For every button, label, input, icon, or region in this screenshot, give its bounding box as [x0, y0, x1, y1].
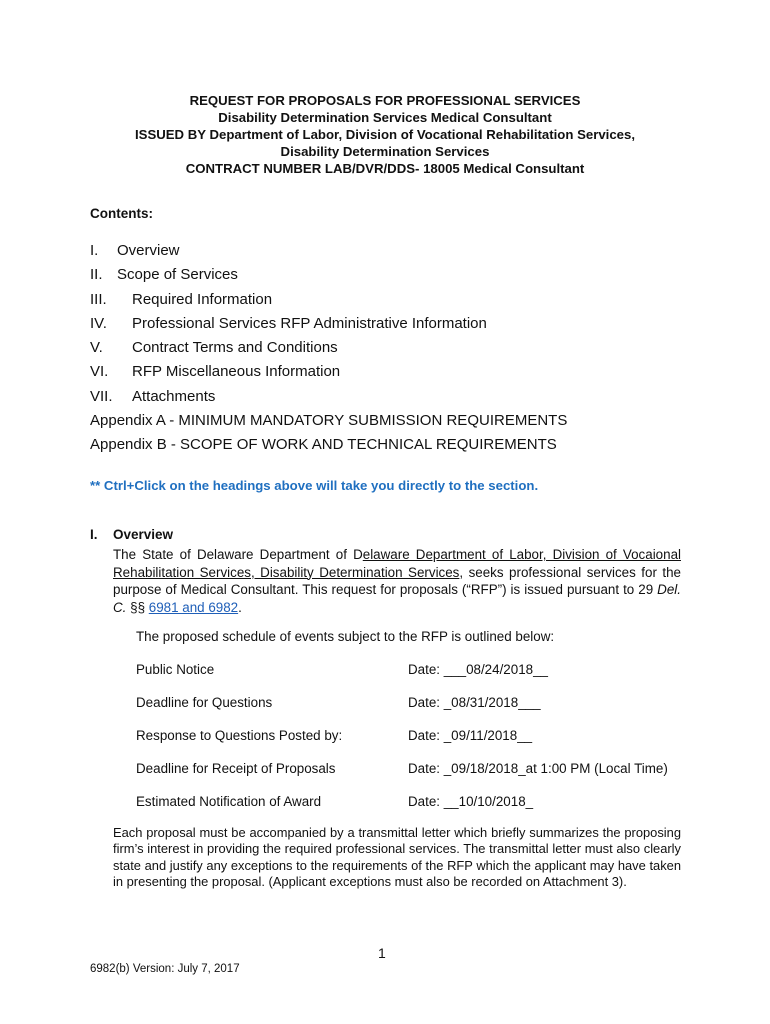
toc-number: VII.: [90, 387, 113, 405]
navigation-hint: ** Ctrl+Click on the headings above will take you directly to the section.: [90, 478, 539, 493]
agency-name: elaware Department of Labor, Division of Vocaional Rehabilitation Services, Disability Determination Services: [113, 547, 681, 580]
toc-label: Professional Services RFP Administrative Information: [132, 314, 487, 332]
paragraph-text: The State of Delaware Department of D: [113, 547, 363, 562]
schedule-date: Date: _09/18/2018_at 1:00 PM (Local Time): [408, 761, 668, 776]
code-citation: Del. C.: [113, 582, 681, 615]
toc-number: VI.: [90, 363, 109, 381]
paragraph-text: §§: [126, 599, 149, 615]
toc-label: Appendix A - MINIMUM MANDATORY SUBMISSION REQUIREMENTS: [90, 412, 568, 430]
toc-item-attachments[interactable]: [90, 386, 710, 410]
schedule-event: Public Notice: [136, 662, 215, 677]
toc-item-required-information[interactable]: [90, 289, 710, 313]
schedule-intro: The proposed schedule of events subject to the RFP is outlined below:: [136, 629, 555, 644]
schedule-row: [136, 793, 696, 826]
toc-number: I.: [90, 242, 99, 259]
paragraph-text: , seeks professional services for the purpose of Medical Consultant. This request for proposals (“RFP”) is issued pursuant to 29: [113, 564, 682, 597]
schedule-date: Date: _08/31/2018___: [408, 695, 541, 710]
schedule-date: Date: _09/11/2018__: [408, 728, 533, 743]
schedule-event: Deadline for Receipt of Proposals: [136, 761, 336, 776]
document-title-block: [60, 92, 710, 177]
toc-number: III.: [90, 290, 107, 308]
title-line-2: Disability Determination Services Medical Consultant: [218, 110, 552, 125]
schedule-row: [136, 694, 696, 727]
schedule-event: Estimated Notification of Award: [136, 794, 322, 809]
title-line-1: REQUEST FOR PROPOSALS FOR PROFESSIONAL SERVICES: [189, 93, 581, 108]
page-number: 1: [378, 945, 386, 961]
toc-item-overview[interactable]: [90, 240, 710, 264]
table-of-contents: [90, 240, 710, 459]
toc-item-appendix-a[interactable]: [90, 410, 710, 434]
toc-item-appendix-b[interactable]: [90, 434, 710, 458]
overview-paragraph: [113, 546, 681, 616]
schedule-row: [136, 661, 696, 694]
toc-number: V.: [90, 339, 103, 357]
toc-label: RFP Miscellaneous Information: [132, 363, 341, 381]
toc-label: Required Information: [132, 290, 273, 308]
toc-number: IV.: [90, 314, 107, 332]
schedule-table: [136, 661, 696, 826]
toc-item-miscellaneous-information[interactable]: [90, 361, 710, 385]
title-line-5: CONTRACT NUMBER LAB/DVR/DDS- 18005 Medical Consultant: [185, 161, 585, 176]
schedule-row: [136, 760, 696, 793]
section-number: I.: [90, 527, 98, 542]
statute-link[interactable]: 6981 and 6982: [148, 599, 239, 615]
schedule-date: Date: ___08/24/2018__: [408, 662, 548, 677]
title-line-4: Disability Determination Services: [280, 144, 490, 159]
paragraph-text: .: [238, 599, 242, 615]
title-line-3: ISSUED BY Department of Labor, Division of Vocational Rehabilitation Services,: [134, 127, 635, 142]
version-footer: 6982(b) Version: July 7, 2017: [90, 963, 240, 975]
toc-number: II.: [90, 266, 103, 284]
schedule-event: Response to Questions Posted by:: [136, 728, 343, 743]
toc-label: Attachments: [132, 387, 216, 405]
contents-heading: Contents:: [90, 206, 153, 221]
transmittal-paragraph: Each proposal must be accompanied by a transmittal letter which briefly summarizes the proposing firm’s interest in providing the required professional services. The transmittal letter must also clearly state and justify any exceptions to the requirements of the RFP which the applicant may have taken in presenting the proposal. (Applicant exceptions must also be recorded on Attachment 3).: [113, 825, 681, 890]
toc-label: Scope of Services: [117, 266, 238, 284]
toc-label: Appendix B - SCOPE OF WORK AND TECHNICAL REQUIREMENTS: [90, 436, 557, 454]
toc-item-administrative-information[interactable]: [90, 313, 710, 337]
toc-item-contract-terms[interactable]: [90, 337, 710, 361]
toc-item-scope-of-services[interactable]: [90, 264, 710, 288]
schedule-event: Deadline for Questions: [136, 695, 273, 710]
section-title: Overview: [113, 527, 174, 542]
toc-label: Contract Terms and Conditions: [132, 339, 338, 357]
schedule-date: Date: __10/10/2018_: [408, 794, 534, 809]
schedule-row: [136, 727, 696, 760]
toc-label: Overview: [117, 242, 180, 259]
